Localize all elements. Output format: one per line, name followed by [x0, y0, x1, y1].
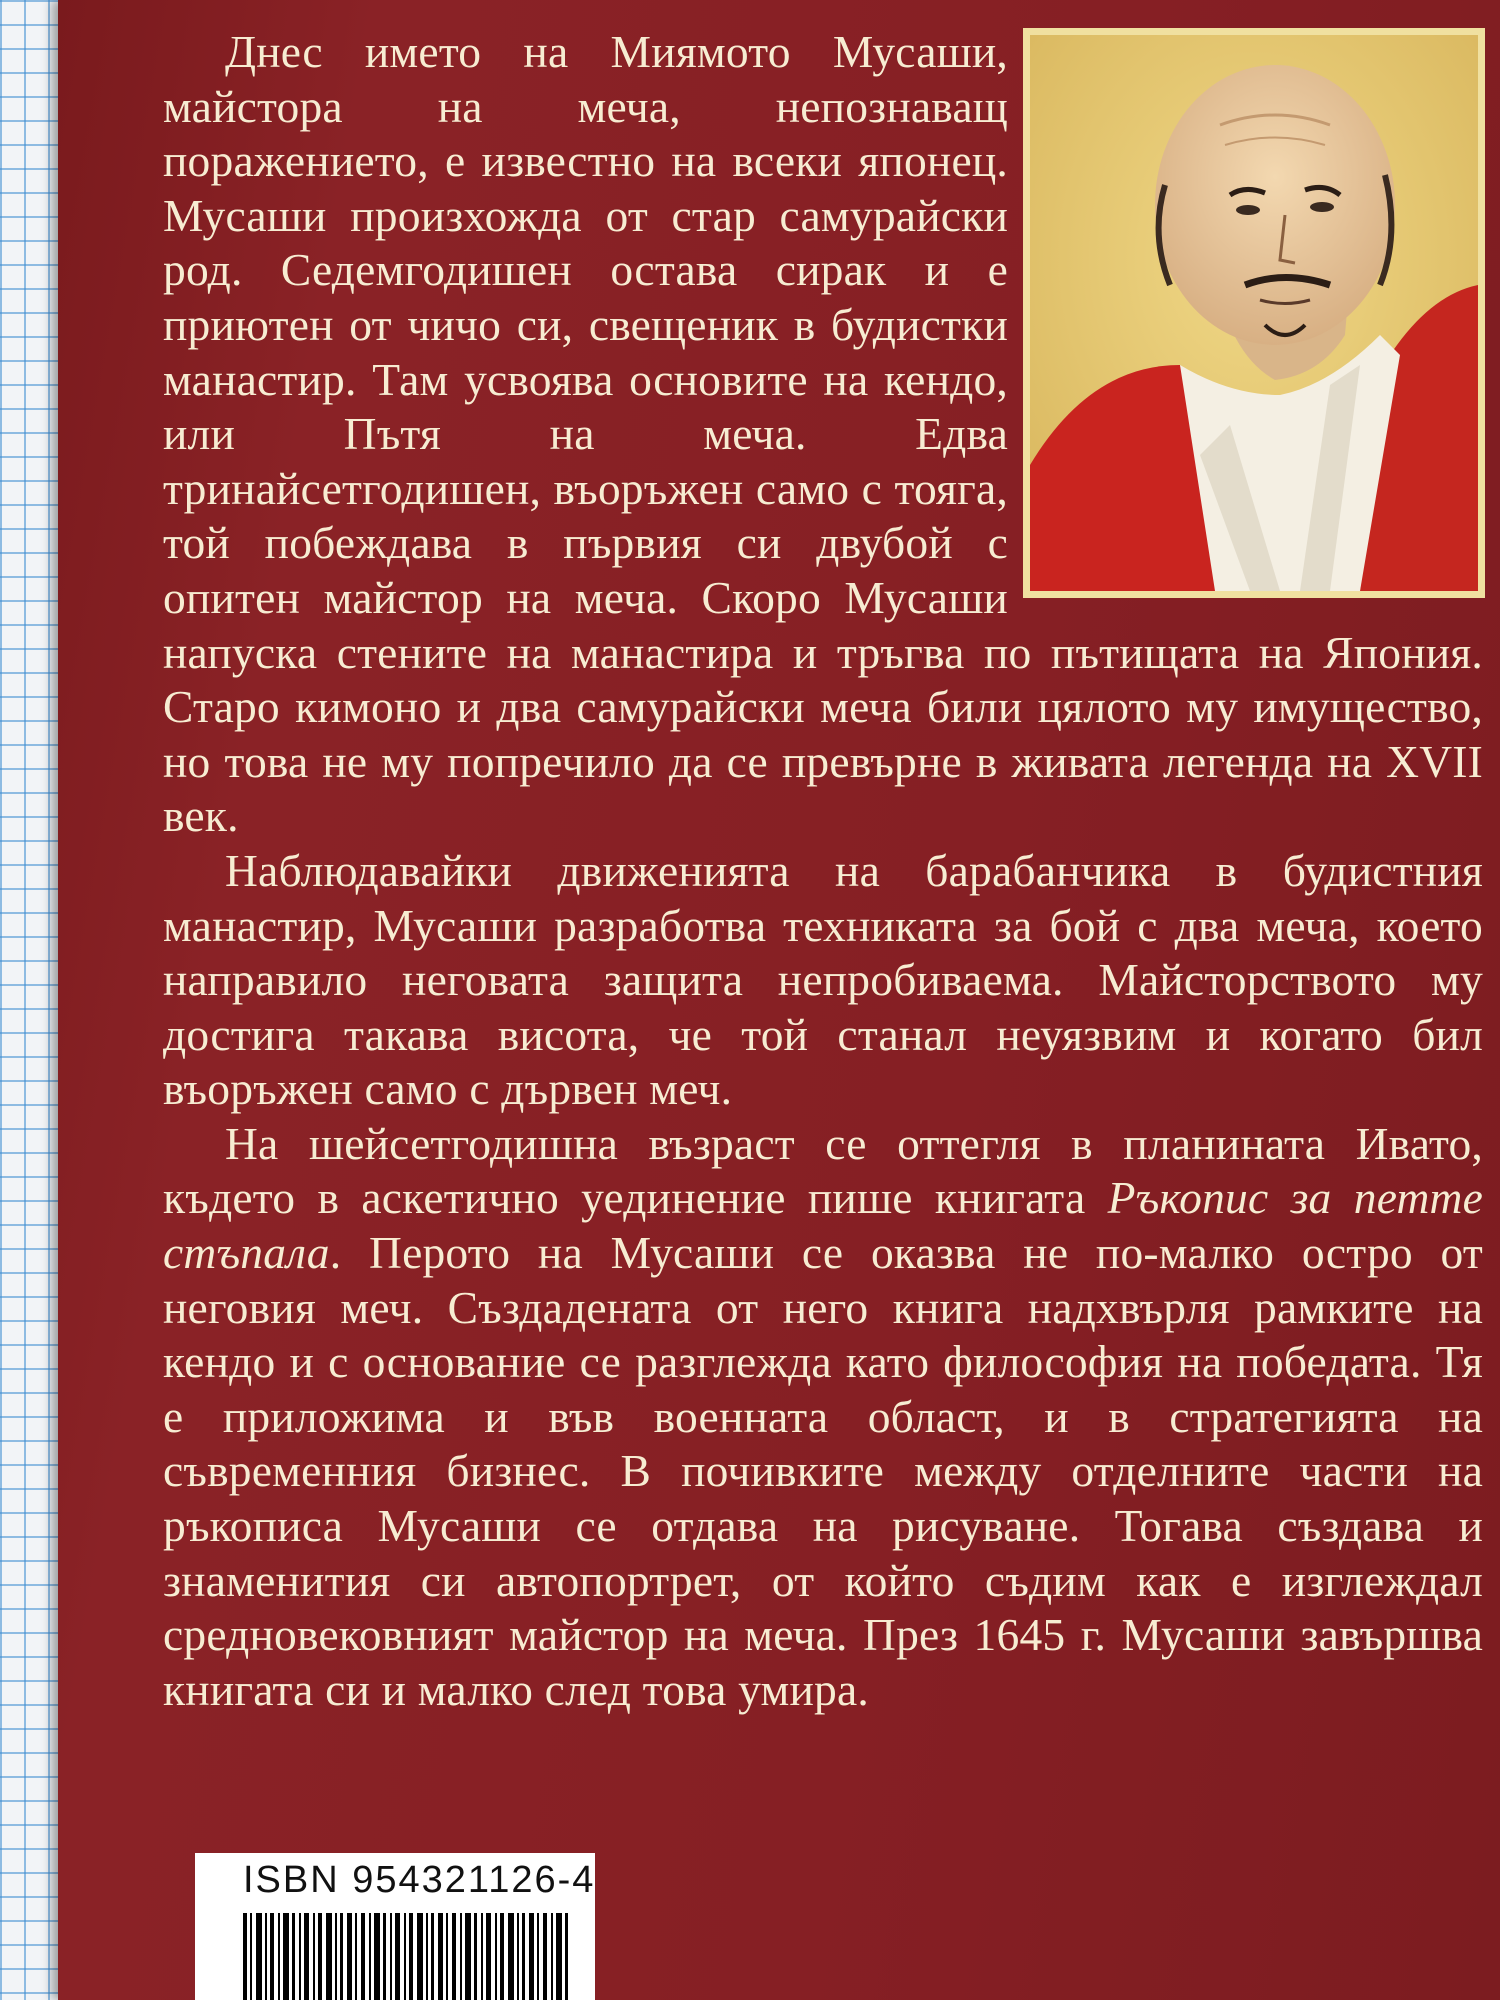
paragraph-1 — [163, 25, 1483, 844]
isbn-label: ISBN 954321126-4 — [243, 1859, 596, 1901]
isbn-barcode-box — [195, 1853, 595, 2000]
paragraph-3-text-end: . Перото на Мусаши се оказва не по-малко остро от неговия меч. Създадената от него книга надхвърля рамките на кендо и с основание се разглежда като философия на победата. Тя е приложима и във военната област, и в стратегията на съвременния бизнес. В почивките между отделните части на ръкописа Мусаши се отдава на рисуване. Тогава създава и знаменития си автопортрет, от който съдим как е изглеждал средновековният майстор на меча. През 1645 г. Мусаши завършва книгата си и малко след това умира. — [163, 1227, 1483, 1715]
book-back-cover — [58, 0, 1500, 2000]
book-title-italic: Ръкопис за петте стъпала — [163, 1172, 1483, 1279]
description-text — [163, 25, 1483, 1717]
paragraph-3-text-start: На шейсетгодишна възраст се оттегля в планината Ивато, където в аскетично уединение пише книгата — [163, 1117, 1483, 1224]
paragraph-3 — [163, 1117, 1483, 1718]
portrait-spacer — [1008, 25, 1483, 605]
paragraph-1-text: Днес името на Миямото Мусаши, майстора на меча, непознаващ поражението, е известно на всеки японец. Мусаши произхожда от стар самурайски род. Седемгодишен остава сирак и е приютен от чичо си, свещеник в будистки манастир. Там усвоява основите на кендо, или Пътя на меча. Едва тринайсетгодишен, въоръжен само с тояга, той побеждава в първия си двубой с опитен майстор на меча. Скоро Мусаши напуска стените на манастира и тръгва по пътищата на Япония. Старо кимоно и два самурайски меча били цялото му имущество, но това не му попречило да се превърне в живата легенда на XVII век. — [163, 26, 1483, 842]
barcode-image — [243, 1913, 573, 2000]
paragraph-2: Наблюдавайки движенията на барабанчика в будистния манастир, Мусаши разработва техниката за бой с два меча, което направило неговата защита непробиваема. Майсторството му достига такава висота, че той станал неуязвим и когато бил въоръжен само с дървен меч. — [163, 844, 1483, 1115]
